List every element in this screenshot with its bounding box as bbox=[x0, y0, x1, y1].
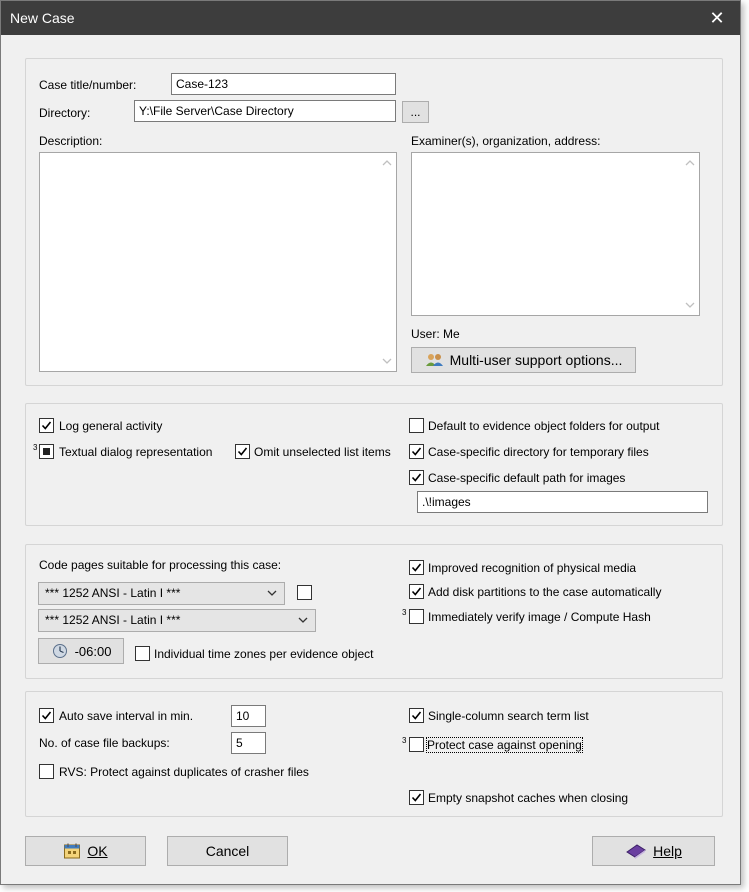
default-evidence-folders-label: Default to evidence object folders for output bbox=[428, 419, 660, 433]
omit-unselected-checkbox[interactable] bbox=[235, 444, 250, 459]
individual-timezones-checkbox[interactable] bbox=[135, 646, 150, 661]
backups-input[interactable]: 5 bbox=[231, 732, 266, 754]
help-button[interactable] bbox=[592, 836, 715, 866]
case-specific-images-checkbox[interactable] bbox=[409, 470, 424, 485]
auto-save-label: Auto save interval in min. bbox=[59, 709, 194, 723]
immediately-verify-label: Immediately verify image / Compute Hash bbox=[428, 610, 651, 624]
users-icon bbox=[425, 352, 445, 368]
ok-button-label: OK bbox=[87, 843, 108, 859]
title-bar bbox=[1, 1, 740, 35]
individual-timezones-label: Individual time zones per evidence object bbox=[154, 647, 374, 661]
images-path-input[interactable]: .\!images bbox=[417, 491, 708, 513]
rvs-label: RVS: Protect against duplicates of crasher files bbox=[59, 765, 309, 779]
default-evidence-folders-checkbox[interactable] bbox=[409, 418, 424, 433]
textual-dialog-checkbox[interactable] bbox=[39, 444, 54, 459]
improved-recognition-label: Improved recognition of physical media bbox=[428, 561, 637, 575]
textual-dialog-label: Textual dialog representation bbox=[59, 445, 213, 459]
omit-unselected-label: Omit unselected list items bbox=[254, 445, 391, 459]
timezone-value: -06:00 bbox=[74, 643, 112, 659]
add-partitions-checkbox[interactable] bbox=[409, 584, 424, 599]
help-book-icon bbox=[625, 843, 647, 859]
code-page-1-value: *** 1252 ANSI - Latin I *** bbox=[45, 586, 181, 600]
description-scrollbar[interactable] bbox=[379, 153, 396, 371]
case-specific-temp-checkbox[interactable] bbox=[409, 444, 424, 459]
examiner-textarea[interactable] bbox=[411, 152, 700, 316]
timezone-button[interactable] bbox=[38, 638, 124, 664]
protect-case-label: Protect case against opening bbox=[427, 738, 582, 752]
code-page-2-value: *** 1252 ANSI - Latin I *** bbox=[45, 613, 181, 627]
examiner-label: Examiner(s), organization, address: bbox=[411, 134, 601, 148]
multi-user-options-button[interactable] bbox=[411, 347, 636, 373]
dialog-title: New Case bbox=[10, 10, 75, 26]
close-icon[interactable]: ✕ bbox=[709, 7, 725, 28]
protect-case-checkbox[interactable] bbox=[409, 737, 424, 752]
code-pages-label: Code pages suitable for processing this case: bbox=[39, 558, 282, 572]
textual-dialog-superscript: 3 bbox=[33, 443, 38, 452]
calendar-icon bbox=[63, 842, 81, 860]
case-title-input[interactable]: Case-123 bbox=[171, 73, 396, 95]
protect-case-superscript: 3 bbox=[402, 736, 407, 745]
user-label: User: Me bbox=[411, 327, 460, 341]
add-partitions-label: Add disk partitions to the case automatically bbox=[428, 585, 662, 599]
scroll-down-icon[interactable] bbox=[382, 357, 392, 365]
rvs-checkbox[interactable] bbox=[39, 764, 54, 779]
help-button-label: Help bbox=[653, 843, 682, 859]
auto-save-checkbox[interactable] bbox=[39, 708, 54, 723]
immediately-verify-checkbox[interactable] bbox=[409, 609, 424, 624]
directory-label: Directory: bbox=[39, 106, 91, 120]
ok-button[interactable] bbox=[25, 836, 146, 866]
verify-superscript: 3 bbox=[402, 608, 407, 617]
log-general-label: Log general activity bbox=[59, 419, 163, 433]
empty-snapshot-checkbox[interactable] bbox=[409, 790, 424, 805]
log-general-checkbox[interactable] bbox=[39, 418, 54, 433]
description-textarea[interactable] bbox=[39, 152, 397, 372]
case-specific-temp-label: Case-specific directory for temporary files bbox=[428, 445, 649, 459]
code-page-extra-checkbox[interactable] bbox=[297, 585, 312, 600]
cancel-button[interactable] bbox=[167, 836, 288, 866]
chevron-down-icon bbox=[297, 615, 309, 625]
directory-input[interactable]: Y:\File Server\Case Directory bbox=[134, 100, 396, 122]
case-title-label: Case title/number: bbox=[39, 78, 137, 92]
browse-directory-button[interactable]: ... bbox=[402, 101, 429, 123]
single-column-label: Single-column search term list bbox=[428, 709, 589, 723]
scroll-up-icon[interactable] bbox=[685, 159, 695, 167]
scroll-up-icon[interactable] bbox=[382, 159, 392, 167]
description-label: Description: bbox=[39, 134, 103, 148]
backups-label: No. of case file backups: bbox=[39, 736, 170, 750]
examiner-scrollbar[interactable] bbox=[682, 153, 699, 315]
timezone-icon bbox=[51, 643, 69, 659]
case-specific-images-label: Case-specific default path for images bbox=[428, 471, 626, 485]
cancel-button-label: Cancel bbox=[205, 843, 250, 859]
empty-snapshot-label: Empty snapshot caches when closing bbox=[428, 791, 629, 805]
single-column-checkbox[interactable] bbox=[409, 708, 424, 723]
multi-user-options-label: Multi-user support options... bbox=[449, 352, 623, 368]
auto-save-interval-input[interactable]: 10 bbox=[231, 705, 266, 727]
code-page-2-select[interactable] bbox=[38, 609, 316, 632]
scroll-down-icon[interactable] bbox=[685, 301, 695, 309]
chevron-down-icon bbox=[266, 588, 278, 598]
improved-recognition-checkbox[interactable] bbox=[409, 560, 424, 575]
code-page-1-select[interactable] bbox=[38, 582, 285, 605]
